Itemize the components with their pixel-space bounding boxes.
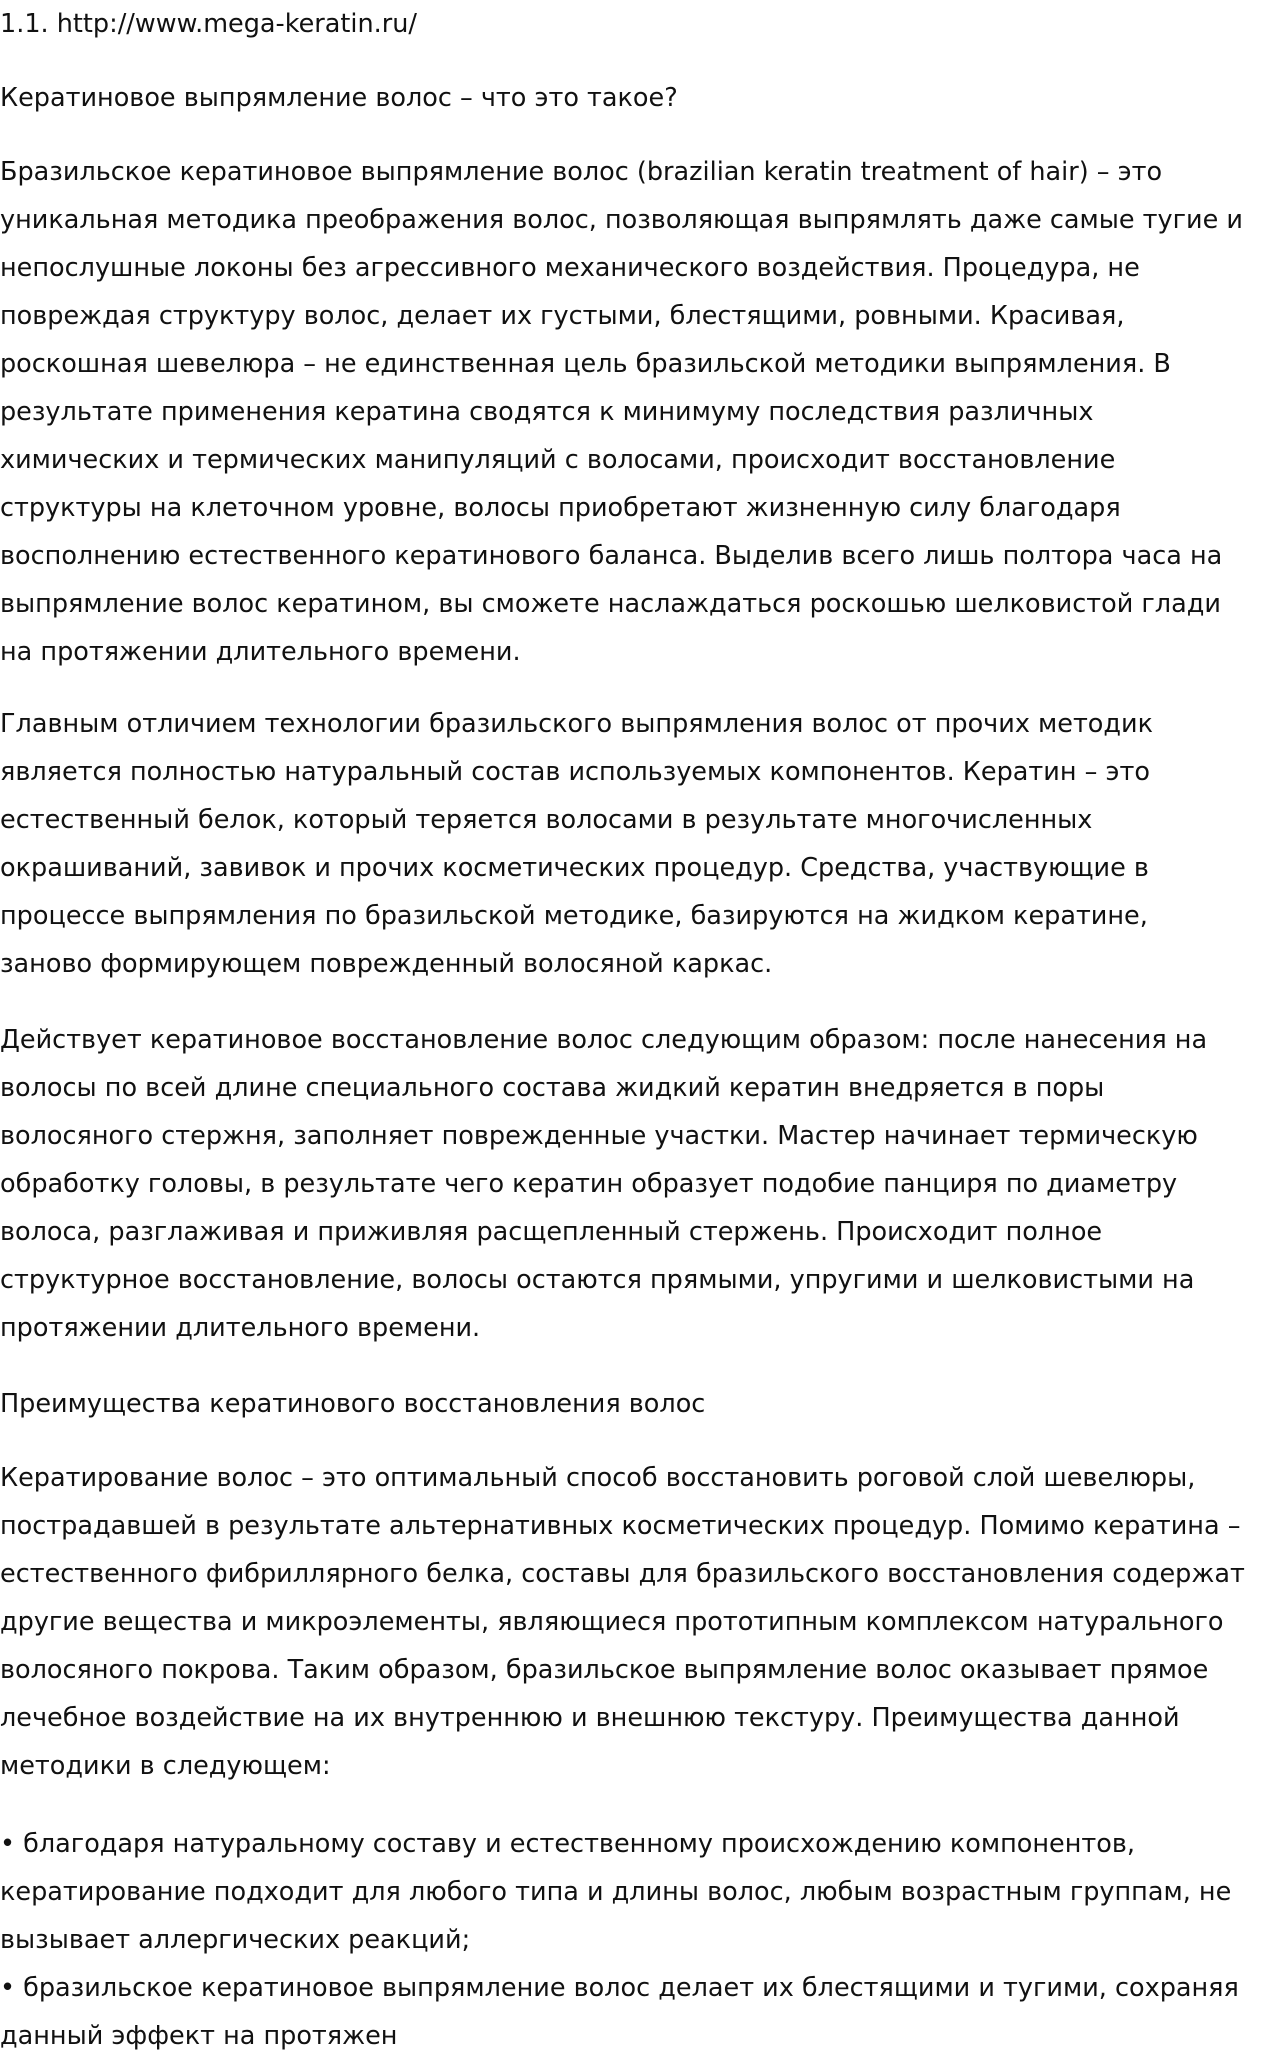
- paragraph-how-it-works: Действует кератиновое восстановление волос следующим образом: после нанесения на волосы по всей длине специального состава жидкий кератин внедряется в поры волосяного стержня, заполняет поврежденные участки. Мастер начинает термическую обработку головы, в результате чего кератин образует подобие панциря по диаметру волоса, разглаживая и приживляя расщепленный стержень. Происходит полное структурное восстановление, волосы остаются прямыми, упругими и шелковистыми на протяжении длительного времени.: [0, 1025, 1208, 1343]
- paragraph-intro: Бразильское кератиновое выпрямление волос (brazilian keratin treatment of hair) – это уникальная методика преображения волос, позволяющая выпрямлять даже самые тугие и непослушные локоны без агрессивного механического воздействия. Процедура, не повреждая структуру волос, делает их густыми, блестящими, ровными. Красивая, роскошная шевелюра – не единственная цель бразильской методики выпрямления. В результате применения кератина сводятся к минимуму последствия различных химических и термических манипуляций с волосами, происходит восстановление структуры на клеточном уровне, волосы приобретают жизненную силу благодаря восполнению естественного кератинового баланса. Выделив всего лишь полтора часа на выпрямление волос кератином, вы сможете наслаждаться роскошью шелковистой глади на протяжении длительного времени.: [0, 157, 1243, 667]
- paragraph-difference: Главным отличием технологии бразильского выпрямления волос от прочих методик является полностью натуральный состав используемых компонентов. Кератин – это естественный белок, который теряется волосами в результате многочисленных окрашиваний, завивок и прочих косметических процедур. Средства, участвующие в процессе выпрямления по бразильской методике, базируются на жидком кератине, заново формирующем поврежденный волосяной каркас.: [0, 709, 1154, 979]
- paragraph-advantages: Кератирование волос – это оптимальный способ восстановить роговой слой шевелюры, пострадавшей в результате альтернативных косметических процедур. Помимо кератина – естественного фибриллярного белка, составы для бразильского восстановления содержат другие вещества и микроэлементы, являющиеся прототипным комплексом натурального волосяного покрова. Таким образом, бразильское выпрямление волос оказывает прямое лечебное воздействие на их внутреннюю и внешнюю текстуру. Преимущества данной методики в следующем:: [0, 1463, 1245, 1781]
- source-url-line: 1.1. http://www.mega-keratin.ru/: [0, 9, 418, 39]
- section-heading: Кератиновое выпрямление волос – что это такое?: [0, 83, 678, 113]
- list-item: • бразильское кератиновое выпрямление волос делает их блестящими и тугими, сохраняя данный эффект на протяжен: [0, 1973, 1239, 2051]
- advantages-heading: Преимущества кератинового восстановления волос: [0, 1389, 706, 1419]
- list-item: • благодаря натуральному составу и естественному происхождению компонентов, кератирование подходит для любого типа и длины волос, любым возрастным группам, не вызывает аллергических реакций;: [0, 1829, 1232, 1955]
